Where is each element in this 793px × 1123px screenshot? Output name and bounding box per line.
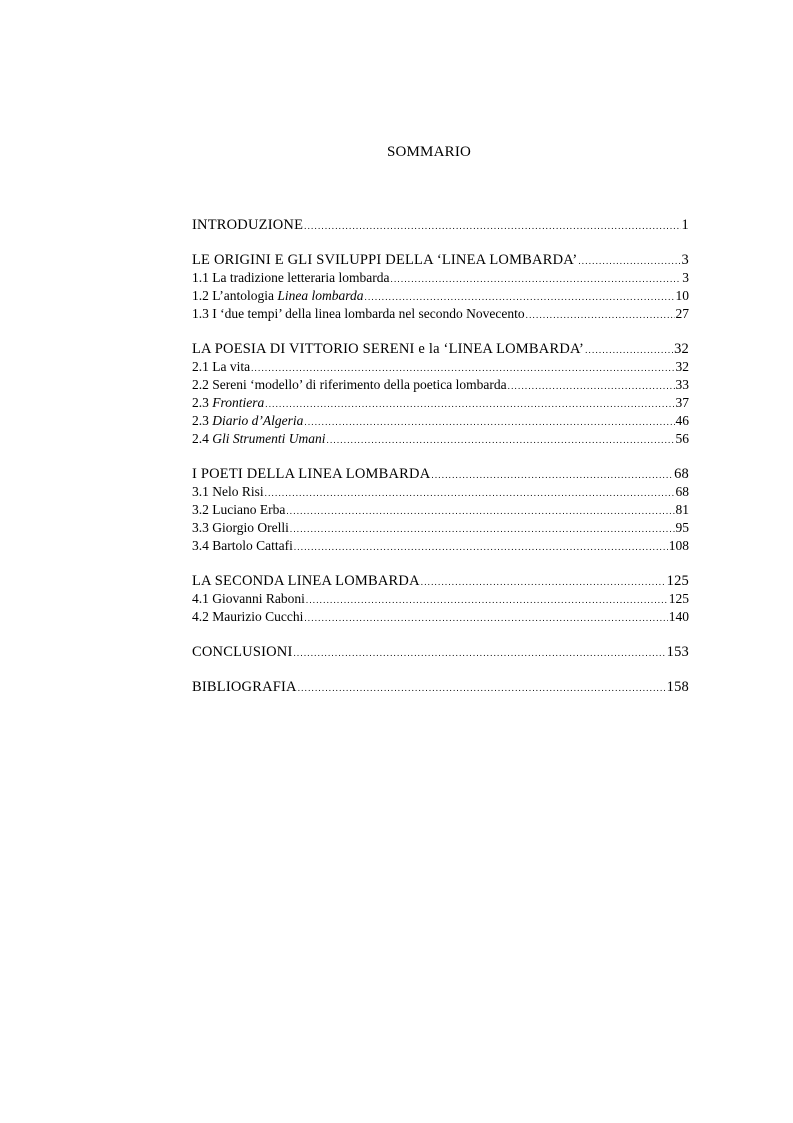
toc-page-number: 46 xyxy=(675,413,689,428)
toc-entry-title-text: 2.2 Sereni ‘modello’ di riferimento della poetica lombarda xyxy=(192,377,507,392)
toc-subsection-entry xyxy=(192,305,689,323)
toc-entry-title xyxy=(192,590,305,608)
toc-entry-title xyxy=(192,519,289,537)
dot-leader xyxy=(421,573,666,591)
dot-leader xyxy=(286,502,674,520)
toc-entry-title xyxy=(192,376,507,394)
toc-subsection-entry xyxy=(192,537,689,555)
toc-page-number: 158 xyxy=(666,679,689,695)
toc-entry-title xyxy=(192,412,303,430)
toc-page-number: 10 xyxy=(675,288,689,303)
toc-entry-title xyxy=(192,216,303,234)
toc-entry-title-italic: Gli Strumenti Umani xyxy=(212,431,326,446)
toc-section xyxy=(192,465,689,555)
toc-subsection-entry xyxy=(192,608,689,626)
table-of-contents xyxy=(192,216,689,713)
toc-entry-title xyxy=(192,287,364,305)
dot-leader xyxy=(290,520,675,538)
toc-subsection-entry xyxy=(192,287,689,305)
toc-entry-title-text: 1.2 L’antologia xyxy=(192,288,278,303)
dot-leader xyxy=(298,679,666,697)
toc-subsection-entry xyxy=(192,519,689,537)
toc-subsection-entry xyxy=(192,590,689,608)
dot-leader xyxy=(327,431,675,449)
dot-leader xyxy=(265,395,674,413)
toc-section xyxy=(192,572,689,626)
toc-chapter-entry xyxy=(192,465,689,483)
toc-entry-title-text: LA SECONDA LINEA LOMBARDA xyxy=(192,573,420,589)
toc-chapter-entry xyxy=(192,678,689,696)
toc-entry-title-text: 2.3 xyxy=(192,413,213,428)
toc-section xyxy=(192,643,689,661)
toc-page-number: 125 xyxy=(668,591,689,606)
toc-entry-title-italic: Frontiera xyxy=(212,395,265,410)
toc-entry-title-text: INTRODUZIONE xyxy=(192,217,304,233)
toc-page-number: 153 xyxy=(666,644,689,660)
toc-page-number: 95 xyxy=(675,520,689,535)
toc-entry-title-italic: Linea lombarda xyxy=(277,288,364,303)
dot-leader xyxy=(526,306,675,324)
toc-page-number: 32 xyxy=(675,359,689,374)
toc-subsection-entry xyxy=(192,430,689,448)
toc-entry-title xyxy=(192,608,303,626)
toc-section xyxy=(192,678,689,696)
toc-page-number: 81 xyxy=(675,502,689,517)
dot-leader xyxy=(585,341,673,359)
toc-entry-title-text: 3.1 Nelo Risi xyxy=(192,484,264,499)
dot-leader xyxy=(265,484,675,502)
dot-leader xyxy=(304,217,680,235)
toc-entry-title-text: I POETI DELLA LINEA LOMBARDA xyxy=(192,466,431,482)
toc-entry-title xyxy=(192,643,292,661)
toc-entry-title xyxy=(192,269,390,287)
toc-page-number: 108 xyxy=(668,538,689,553)
toc-subsection-entry xyxy=(192,394,689,412)
toc-entry-title-text: 3.4 Bartolo Cattafi xyxy=(192,538,293,553)
toc-page-number: 27 xyxy=(675,306,689,321)
toc-entry-title xyxy=(192,572,420,590)
toc-entry-title xyxy=(192,537,293,555)
toc-page-number: 56 xyxy=(675,431,689,446)
toc-entry-title xyxy=(192,358,250,376)
toc-page-number: 32 xyxy=(674,341,689,357)
toc-page-number: 33 xyxy=(675,377,689,392)
toc-section xyxy=(192,340,689,448)
toc-page-number: 1 xyxy=(681,217,689,233)
toc-chapter-entry xyxy=(192,643,689,661)
toc-subsection-entry xyxy=(192,483,689,501)
toc-page-number: 37 xyxy=(675,395,689,410)
dot-leader xyxy=(304,413,674,431)
toc-entry-title-text: 2.3 xyxy=(192,395,213,410)
page-title: SOMMARIO xyxy=(386,144,472,160)
toc-entry-title-text: 3.3 Giorgio Orelli xyxy=(192,520,289,535)
toc-entry-title-text: LA POESIA DI VITTORIO SERENI e la ‘LINEA LOMBARDA’ xyxy=(192,341,585,357)
toc-entry-title xyxy=(192,305,525,323)
dot-leader xyxy=(306,591,668,609)
dot-leader xyxy=(365,288,675,306)
dot-leader xyxy=(508,377,675,395)
dot-leader xyxy=(578,252,680,270)
toc-entry-title xyxy=(192,501,285,519)
dot-leader xyxy=(431,466,673,484)
dot-leader xyxy=(251,359,674,377)
dot-leader xyxy=(294,538,668,556)
toc-entry-title-text: CONCLUSIONI xyxy=(192,644,293,660)
toc-entry-title-text: 1.1 La tradizione letteraria lombarda xyxy=(192,270,390,285)
toc-entry-title xyxy=(192,483,264,501)
toc-entry-title xyxy=(192,678,297,696)
toc-entry-title-text: LE ORIGINI E GLI SVILUPPI DELLA ‘LINEA LOMBARDA’ xyxy=(192,252,578,268)
toc-entry-title-text: 2.1 La vita xyxy=(192,359,251,374)
toc-section xyxy=(192,251,689,323)
dot-leader xyxy=(391,270,682,288)
toc-entry-title-text: 1.3 I ‘due tempi’ della linea lombarda nel secondo Novecento xyxy=(192,306,525,321)
toc-entry-title-italic: Diario d’Algeria xyxy=(212,413,304,428)
toc-entry-title xyxy=(192,465,430,483)
toc-entry-title xyxy=(192,394,264,412)
dot-leader xyxy=(304,609,667,627)
toc-entry-title xyxy=(192,430,326,448)
toc-entry-title-text: BIBLIOGRAFIA xyxy=(192,679,297,695)
toc-subsection-entry xyxy=(192,412,689,430)
toc-entry-title xyxy=(192,340,584,358)
toc-page-number: 68 xyxy=(674,466,689,482)
toc-subsection-entry xyxy=(192,358,689,376)
toc-entry-title-text: 2.4 xyxy=(192,431,213,446)
toc-page-number: 3 xyxy=(682,270,689,285)
toc-entry-title-text: 3.2 Luciano Erba xyxy=(192,502,286,517)
toc-page-number: 68 xyxy=(675,484,689,499)
toc-page-number: 140 xyxy=(668,609,689,624)
toc-subsection-entry xyxy=(192,501,689,519)
toc-chapter-entry xyxy=(192,216,689,234)
toc-section xyxy=(192,216,689,234)
toc-entry-title xyxy=(192,251,577,269)
toc-entry-title-text: 4.2 Maurizio Cucchi xyxy=(192,609,304,624)
toc-subsection-entry xyxy=(192,269,689,287)
toc-entry-title-text: 4.1 Giovanni Raboni xyxy=(192,591,305,606)
dot-leader xyxy=(293,644,665,662)
toc-page-number: 3 xyxy=(681,252,689,268)
toc-subsection-entry xyxy=(192,376,689,394)
toc-chapter-entry xyxy=(192,251,689,269)
toc-page-number: 125 xyxy=(666,573,689,589)
toc-chapter-entry xyxy=(192,572,689,590)
toc-chapter-entry xyxy=(192,340,689,358)
